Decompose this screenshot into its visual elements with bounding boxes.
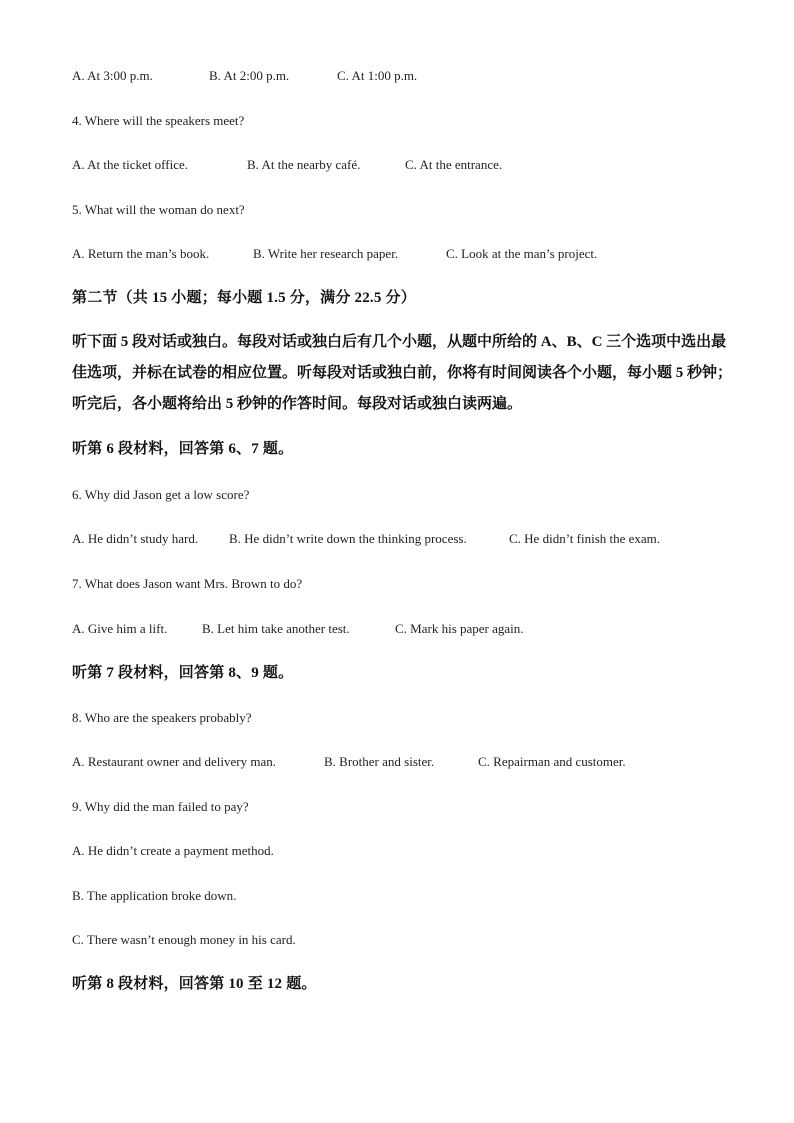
option-a: A. At 3:00 p.m. bbox=[72, 68, 153, 83]
material-heading: 听第 7 段材料，回答第 8、9 题。 bbox=[72, 665, 294, 681]
option-b: B. At the nearby café. bbox=[247, 157, 361, 172]
question-8-stem: 8. Who are the speakers probably? bbox=[72, 710, 252, 725]
option-c: C. There wasn’t enough money in his card. bbox=[72, 932, 296, 947]
option-c: C. Mark his paper again. bbox=[395, 621, 524, 636]
section-title: 第二节（共 15 小题；每小题 1.5 分，满分 22.5 分） bbox=[72, 290, 416, 306]
option-a: A. Restaurant owner and delivery man. bbox=[72, 754, 276, 769]
question-9-stem: 9. Why did the man failed to pay? bbox=[72, 799, 249, 814]
option-b: B. Write her research paper. bbox=[253, 246, 399, 261]
question-4-stem: 4. Where will the speakers meet? bbox=[72, 113, 245, 128]
question-7-stem: 7. What does Jason want Mrs. Brown to do? bbox=[72, 576, 303, 591]
option-a: A. He didn’t study hard. bbox=[72, 531, 199, 546]
option-b: B. He didn’t write down the thinking process. bbox=[229, 531, 467, 546]
question-6-stem: 6. Why did Jason get a low score? bbox=[72, 487, 250, 502]
section-instructions: 听下面 5 段对话或独白。每段对话或独白后有几个小题，从题中所给的 A、B、C 三个选项中选出最佳选项，并标在试卷的相应位置。听每段对话或独白前，你将有时间阅读各个小题，每小题 5 秒钟；听完后，各小题将给出 5 秒钟的作答时间。每段对话或独白读两遍。 bbox=[72, 334, 733, 412]
question-5-stem: 5. What will the woman do next? bbox=[72, 202, 245, 217]
option-c: C. At the entrance. bbox=[405, 157, 503, 172]
option-b: B. At 2:00 p.m. bbox=[209, 68, 290, 83]
option-a: A. Give him a lift. bbox=[72, 621, 168, 636]
option-b: B. The application broke down. bbox=[72, 888, 237, 903]
option-a: A. He didn’t create a payment method. bbox=[72, 843, 274, 858]
option-c: C. Repairman and customer. bbox=[478, 754, 626, 769]
option-a: A. Return the man’s book. bbox=[72, 246, 210, 261]
option-c: C. Look at the man’s project. bbox=[446, 246, 598, 261]
option-b: B. Let him take another test. bbox=[202, 621, 350, 636]
option-c: C. He didn’t finish the exam. bbox=[509, 531, 661, 546]
option-a: A. At the ticket office. bbox=[72, 157, 189, 172]
material-heading: 听第 6 段材料，回答第 6、7 题。 bbox=[72, 441, 294, 457]
option-c: C. At 1:00 p.m. bbox=[337, 68, 418, 83]
material-heading: 听第 8 段材料，回答第 10 至 12 题。 bbox=[72, 976, 317, 992]
option-b: B. Brother and sister. bbox=[324, 754, 435, 769]
